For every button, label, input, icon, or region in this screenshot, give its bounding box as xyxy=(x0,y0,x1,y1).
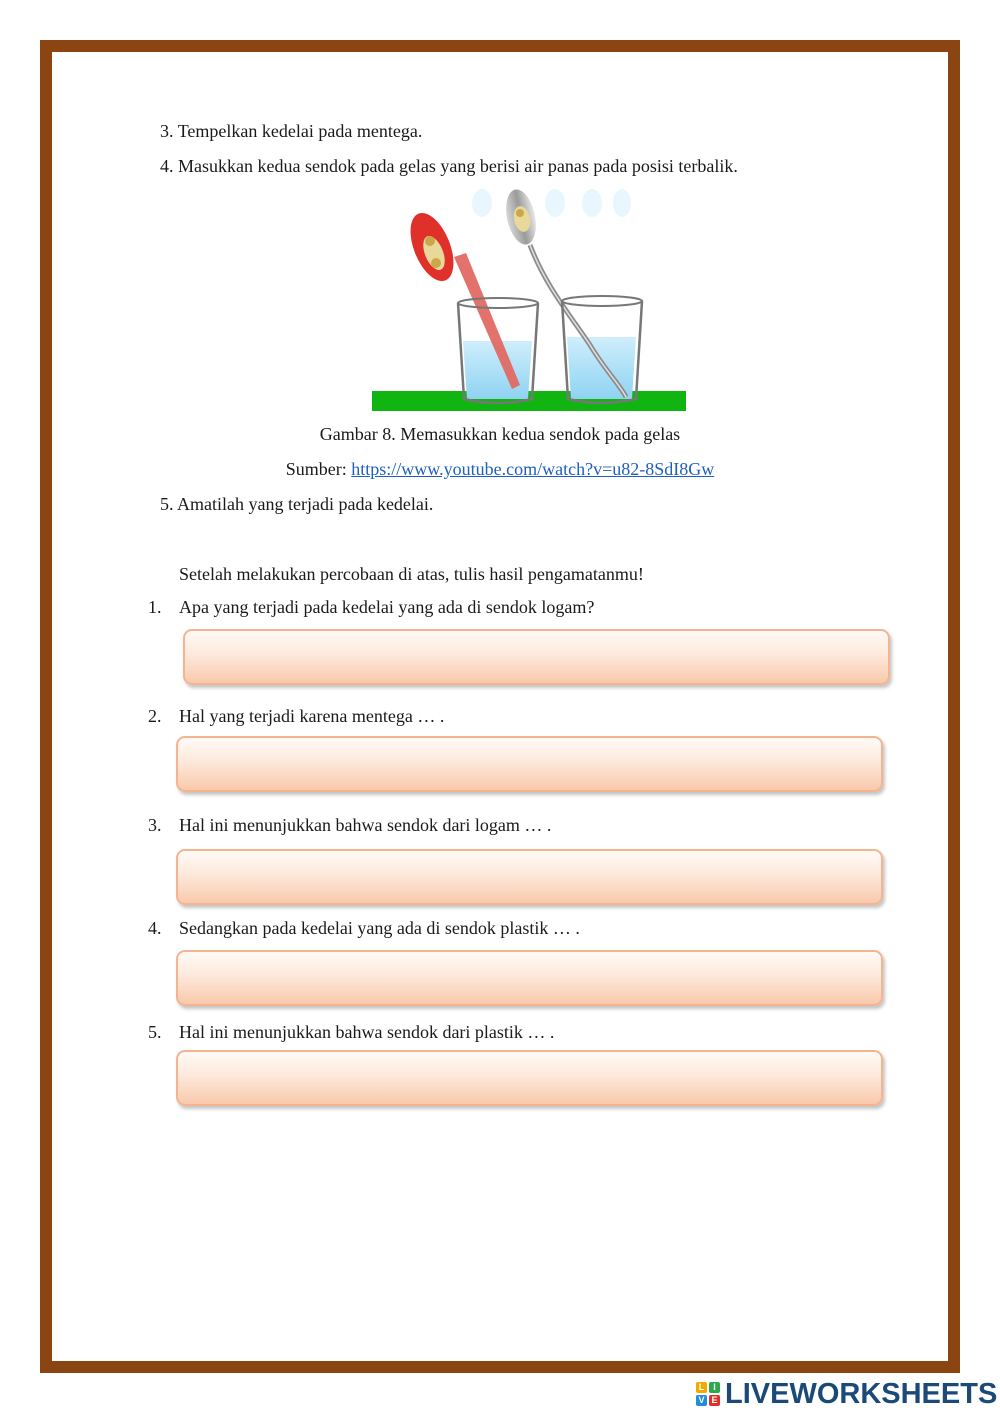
question-number: 1. xyxy=(148,597,162,617)
question-3 xyxy=(148,814,551,836)
answer-box-3[interactable] xyxy=(176,849,883,905)
question-2 xyxy=(148,705,444,727)
question-1 xyxy=(148,596,594,618)
question-text: Hal ini menunjukkan bahwa sendok dari logam … . xyxy=(179,815,552,835)
question-5 xyxy=(148,1021,554,1043)
logo-mark-icon: L I V E xyxy=(696,1382,720,1406)
table-surface xyxy=(372,391,686,411)
question-text: Sedangkan pada kedelai yang ada di sendok plastik … . xyxy=(179,918,580,938)
question-number: 4. xyxy=(148,918,162,938)
figure-source xyxy=(0,458,1000,480)
step-5 xyxy=(160,493,433,515)
step-number: 3. xyxy=(160,121,174,141)
step-number: 5. xyxy=(160,494,174,514)
answer-box-4[interactable] xyxy=(176,950,883,1006)
step-text: Masukkan kedua sendok pada gelas yang berisi air panas pada posisi terbalik. xyxy=(178,156,738,176)
step-text: Amatilah yang terjadi pada kedelai. xyxy=(177,494,434,514)
step-number: 4. xyxy=(160,156,174,176)
figure-caption: Gambar 8. Memasukkan kedua sendok pada gelas xyxy=(319,424,681,444)
spoons-in-glasses-illustration xyxy=(370,185,688,413)
source-link[interactable]: https://www.youtube.com/watch?v=u82-8SdI8Gw xyxy=(351,459,715,479)
answer-box-5[interactable] xyxy=(176,1050,883,1106)
step-text: Tempelkan kedelai pada mentega. xyxy=(177,121,423,141)
question-number: 5. xyxy=(148,1022,162,1042)
question-text: Hal ini menunjukkan bahwa sendok dari plastik … . xyxy=(179,1022,555,1042)
question-text: Apa yang terjadi pada kedelai yang ada di sendok logam? xyxy=(179,597,595,617)
instruction-text: Setelah melakukan percobaan di atas, tulis hasil pengamatanmu! xyxy=(179,564,644,584)
question-number: 3. xyxy=(148,815,162,835)
logo-text: LIVEWORKSHEETS xyxy=(725,1377,998,1410)
answer-input-1[interactable] xyxy=(185,631,888,683)
question-text: Hal yang terjadi karena mentega … . xyxy=(179,706,445,726)
step-3 xyxy=(160,120,422,142)
source-label: Sumber: xyxy=(285,459,347,479)
answer-input-2[interactable] xyxy=(178,738,881,790)
answer-input-3[interactable] xyxy=(178,851,881,903)
question-number: 2. xyxy=(148,706,162,726)
answer-input-5[interactable] xyxy=(178,1052,881,1104)
answer-box-2[interactable] xyxy=(176,736,883,792)
steam xyxy=(472,189,631,217)
question-4 xyxy=(148,917,580,939)
answer-input-4[interactable] xyxy=(178,952,881,1004)
step-4 xyxy=(160,155,738,177)
answer-box-1[interactable] xyxy=(183,629,890,685)
liveworksheets-logo[interactable] xyxy=(696,1377,997,1411)
